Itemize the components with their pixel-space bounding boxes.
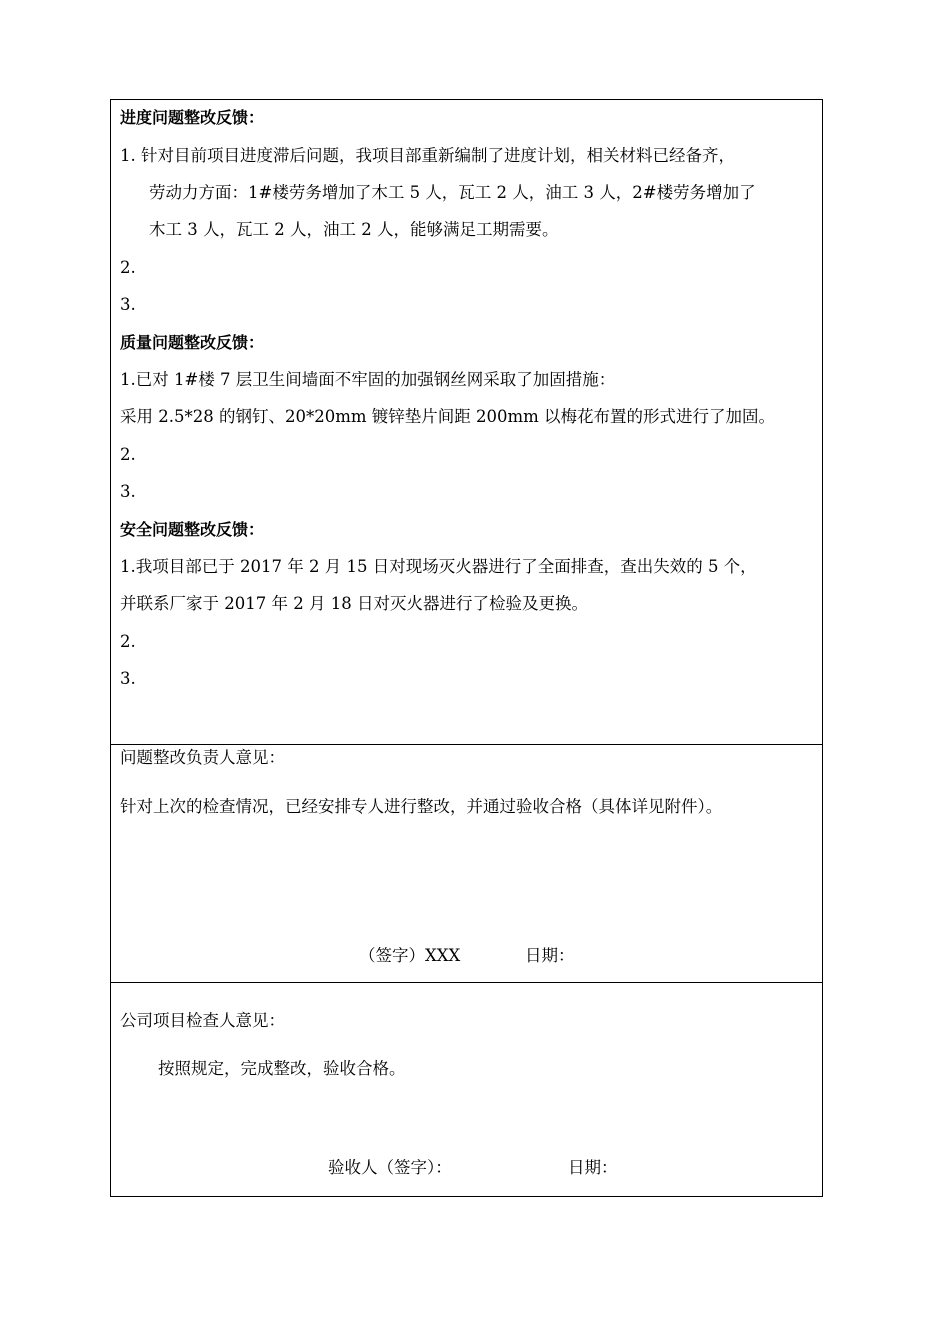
inspector-opinion-label: 公司项目检查人意见： — [120, 1011, 285, 1030]
responsible-opinion-label: 问题整改负责人意见： — [120, 748, 285, 767]
quality-item-3: 3. — [120, 482, 136, 501]
safety-item-2: 2. — [120, 632, 136, 651]
section-divider — [111, 982, 822, 983]
rectification-feedback-form — [110, 99, 823, 1197]
safety-item-1-line-2: 并联系厂家于 2017 年 2 月 18 日对灭火器进行了检验及更换。 — [120, 594, 588, 613]
progress-item-3: 3. — [120, 295, 136, 314]
inspector-date-label: 日期： — [568, 1158, 618, 1177]
progress-item-1-line-2: 劳动力方面：1#楼劳务增加了木工 5 人，瓦工 2 人，油工 3 人，2#楼劳务增加了 — [149, 183, 756, 202]
responsible-opinion-text: 针对上次的检查情况，已经安排专人进行整改，并通过验收合格（具体详见附件）。 — [120, 797, 723, 816]
progress-item-1-line-1: 1. 针对目前项目进度滞后问题，我项目部重新编制了进度计划，相关材料已经备齐， — [120, 146, 735, 165]
section-divider — [111, 744, 822, 745]
safety-item-3: 3. — [120, 669, 136, 688]
responsible-date-label: 日期： — [525, 946, 575, 965]
safety-heading: 安全问题整改反馈： — [120, 520, 265, 539]
inspector-opinion-text: 按照规定，完成整改，验收合格。 — [158, 1059, 406, 1078]
safety-item-1-line-1: 1.我项目部已于 2017 年 2 月 15 日对现场灭火器进行了全面排查，查出失效的 5 个， — [120, 557, 757, 576]
inspector-signature-label: 验收人（签字）： — [328, 1158, 452, 1177]
progress-heading: 进度问题整改反馈： — [120, 108, 265, 127]
quality-item-2: 2. — [120, 445, 136, 464]
quality-heading: 质量问题整改反馈： — [120, 333, 265, 352]
quality-item-1-line-1: 1.已对 1#楼 7 层卫生间墙面不牢固的加强钢丝网采取了加固措施： — [120, 370, 616, 389]
quality-item-1-line-2: 采用 2.5*28 的钢钉、20*20mm 镀锌垫片间距 200mm 以梅花布置的形式进行了加固。 — [120, 407, 776, 426]
progress-item-2: 2. — [120, 258, 136, 277]
progress-item-1-line-3: 木工 3 人，瓦工 2 人，油工 2 人，能够满足工期需要。 — [149, 220, 559, 239]
responsible-signature: （签字）XXX — [359, 946, 461, 965]
